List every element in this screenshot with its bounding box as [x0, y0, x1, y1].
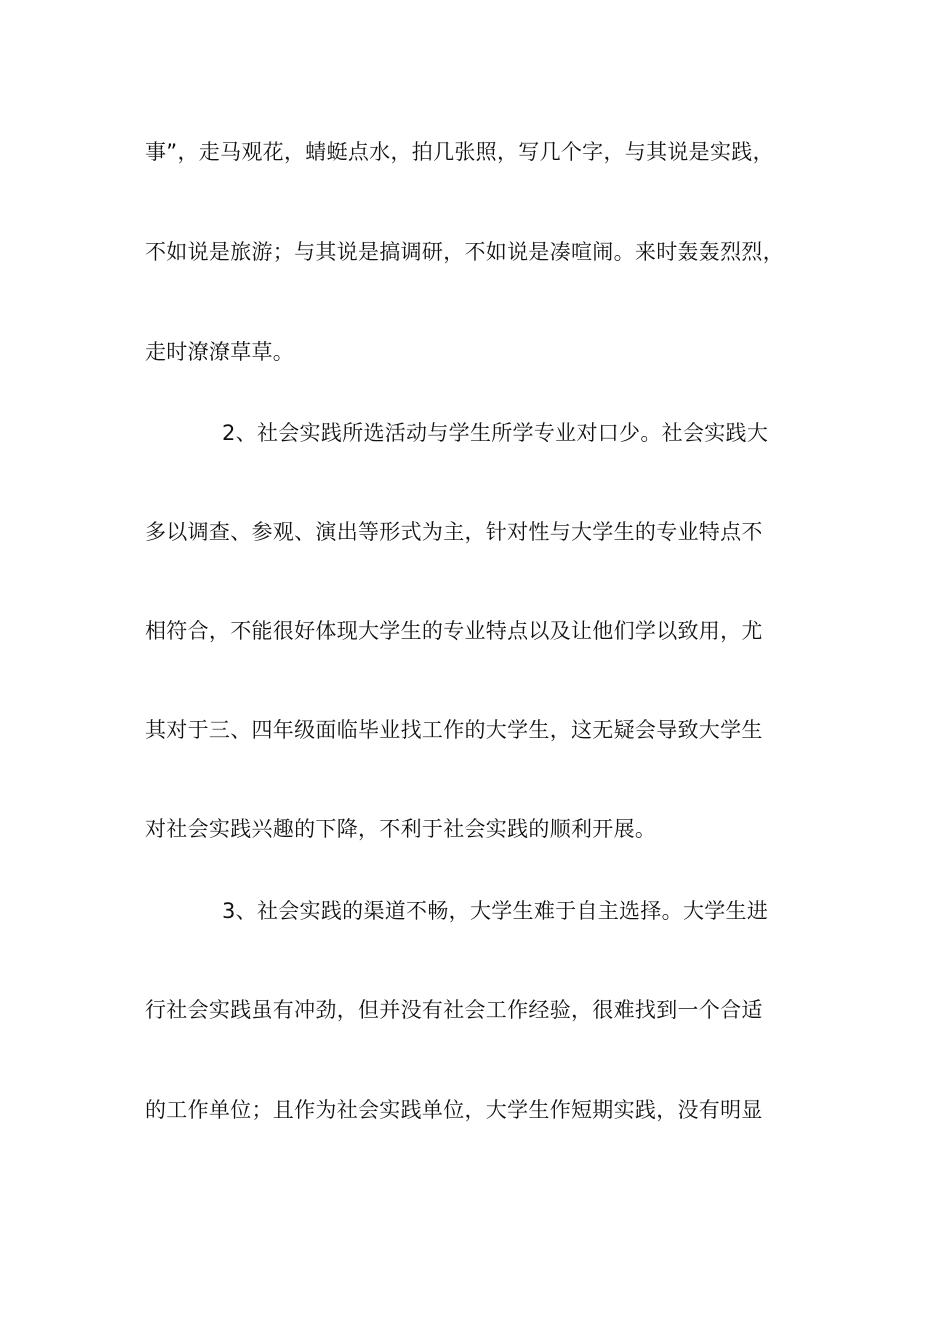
paragraph-line: 多以调查、参观、演出等形式为主，针对性与大学生的专业特点不	[145, 520, 763, 544]
paragraph-line: 事”，走马观花，蜻蜓点水，拍几张照，写几个字，与其说是实践，	[145, 140, 774, 164]
paragraph-line: 对社会实践兴趣的下降，不利于社会实践的顺利开展。	[145, 817, 657, 841]
paragraph-line: 走时潦潦草草。	[145, 340, 295, 364]
paragraph-line: 2、社会实践所选活动与学生所学专业对口少。社会实践大	[222, 421, 769, 445]
paragraph-line: 相符合，不能很好体现大学生的专业特点以及让他们学以致用，尤	[145, 619, 763, 643]
paragraph-line: 3、社会实践的渠道不畅，大学生难于自主选择。大学生进	[222, 899, 769, 923]
paragraph-line: 其对于三、四年级面临毕业找工作的大学生，这无疑会导致大学生	[145, 718, 763, 742]
paragraph-line: 的工作单位；且作为社会实践单位，大学生作短期实践，没有明显	[145, 1098, 763, 1122]
paragraph-line: 行社会实践虽有冲劲，但并没有社会工作经验，很难找到一个合适	[145, 998, 763, 1022]
paragraph-line: 不如说是旅游；与其说是搞调研，不如说是凑喧闹。来时轰轰烈烈，	[145, 240, 784, 264]
